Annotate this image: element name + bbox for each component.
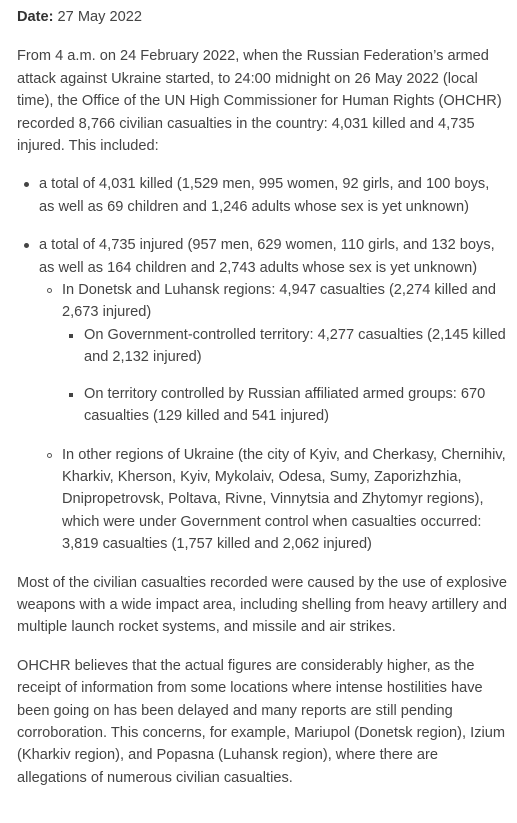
sublist-item-govt-controlled bbox=[84, 324, 507, 369]
circle-bullet-icon bbox=[47, 453, 52, 458]
list-item-text: On Government-controlled territory: 4,277 casualties (2,145 killed and 2,132 injured) bbox=[84, 326, 506, 366]
list-item-text: a total of 4,031 killed (1,529 men, 995 women, 92 girls, and 100 boys, as well as 69 children and 1,246 adults whose sex is yet unknown) bbox=[39, 176, 490, 215]
region-sublist bbox=[39, 279, 507, 555]
sublist-item-donetsk-luhansk bbox=[62, 279, 507, 427]
casualty-list bbox=[17, 173, 507, 555]
sublist-item-other-regions bbox=[62, 444, 507, 556]
circle-bullet-icon bbox=[47, 288, 52, 293]
list-item-injured bbox=[39, 234, 507, 555]
date-label: Date: bbox=[17, 9, 54, 25]
list-item-text: In other regions of Ukraine (the city of Kyiv, and Cherkasy, Chernihiv, Kharkiv, Kherson, Kyiv, Mykolaiv, Odesa, Sumy, Zaporizhzhia, Dnipropetrovsk, Poltava, Rivne, Vinnytsia and Zhytomyr regions), which were under Government control when casualties occurred: 3,819 casualties (1,757 killed and 2,062 injured) bbox=[62, 446, 506, 553]
territory-sublist bbox=[62, 324, 507, 428]
sublist-item-russian-controlled bbox=[84, 383, 507, 428]
list-item-killed bbox=[39, 173, 507, 218]
square-bullet-icon bbox=[69, 334, 73, 338]
date-value: 27 May 2022 bbox=[53, 9, 142, 25]
date-line bbox=[17, 6, 507, 28]
square-bullet-icon bbox=[69, 393, 73, 397]
ohchr-paragraph: OHCHR believes that the actual figures are considerably higher, as the receipt of information from some locations where intense hostilities have been going on has been delayed and many reports are still pending corroboration. This concerns, for example, Mariupol (Donetsk region), Izium (Kharkiv region), and Popasna (Luhansk region), where there are allegations of numerous civilian casualties. bbox=[17, 657, 506, 786]
intro-paragraph: From 4 a.m. on 24 February 2022, when the Russian Federation’s armed attack against Ukraine started, to 24:00 midnight on 26 May 2022 (local time), the Office of the UN High Commissioner for Human Rights (OHCHR) recorded 8,766 civilian casualties in the country: 4,031 killed and 4,735 injured. This included: bbox=[17, 48, 502, 155]
list-item-text: a total of 4,735 injured (957 men, 629 women, 110 girls, and 132 boys, as well as 164 children and 2,743 adults whose sex is yet unknown) bbox=[39, 237, 495, 276]
weapons-paragraph: Most of the civilian casualties recorded were caused by the use of explosive weapons with a wide impact area, including shelling from heavy artillery and multiple launch rocket systems, and missile and air strikes. bbox=[17, 574, 507, 636]
list-item-text: On territory controlled by Russian affiliated armed groups: 670 casualties (129 killed and 541 injured) bbox=[84, 385, 486, 425]
disc-bullet-icon bbox=[24, 182, 29, 187]
list-item-text: In Donetsk and Luhansk regions: 4,947 casualties (2,274 killed and 2,673 injured) bbox=[62, 282, 497, 321]
disc-bullet-icon bbox=[24, 243, 29, 248]
